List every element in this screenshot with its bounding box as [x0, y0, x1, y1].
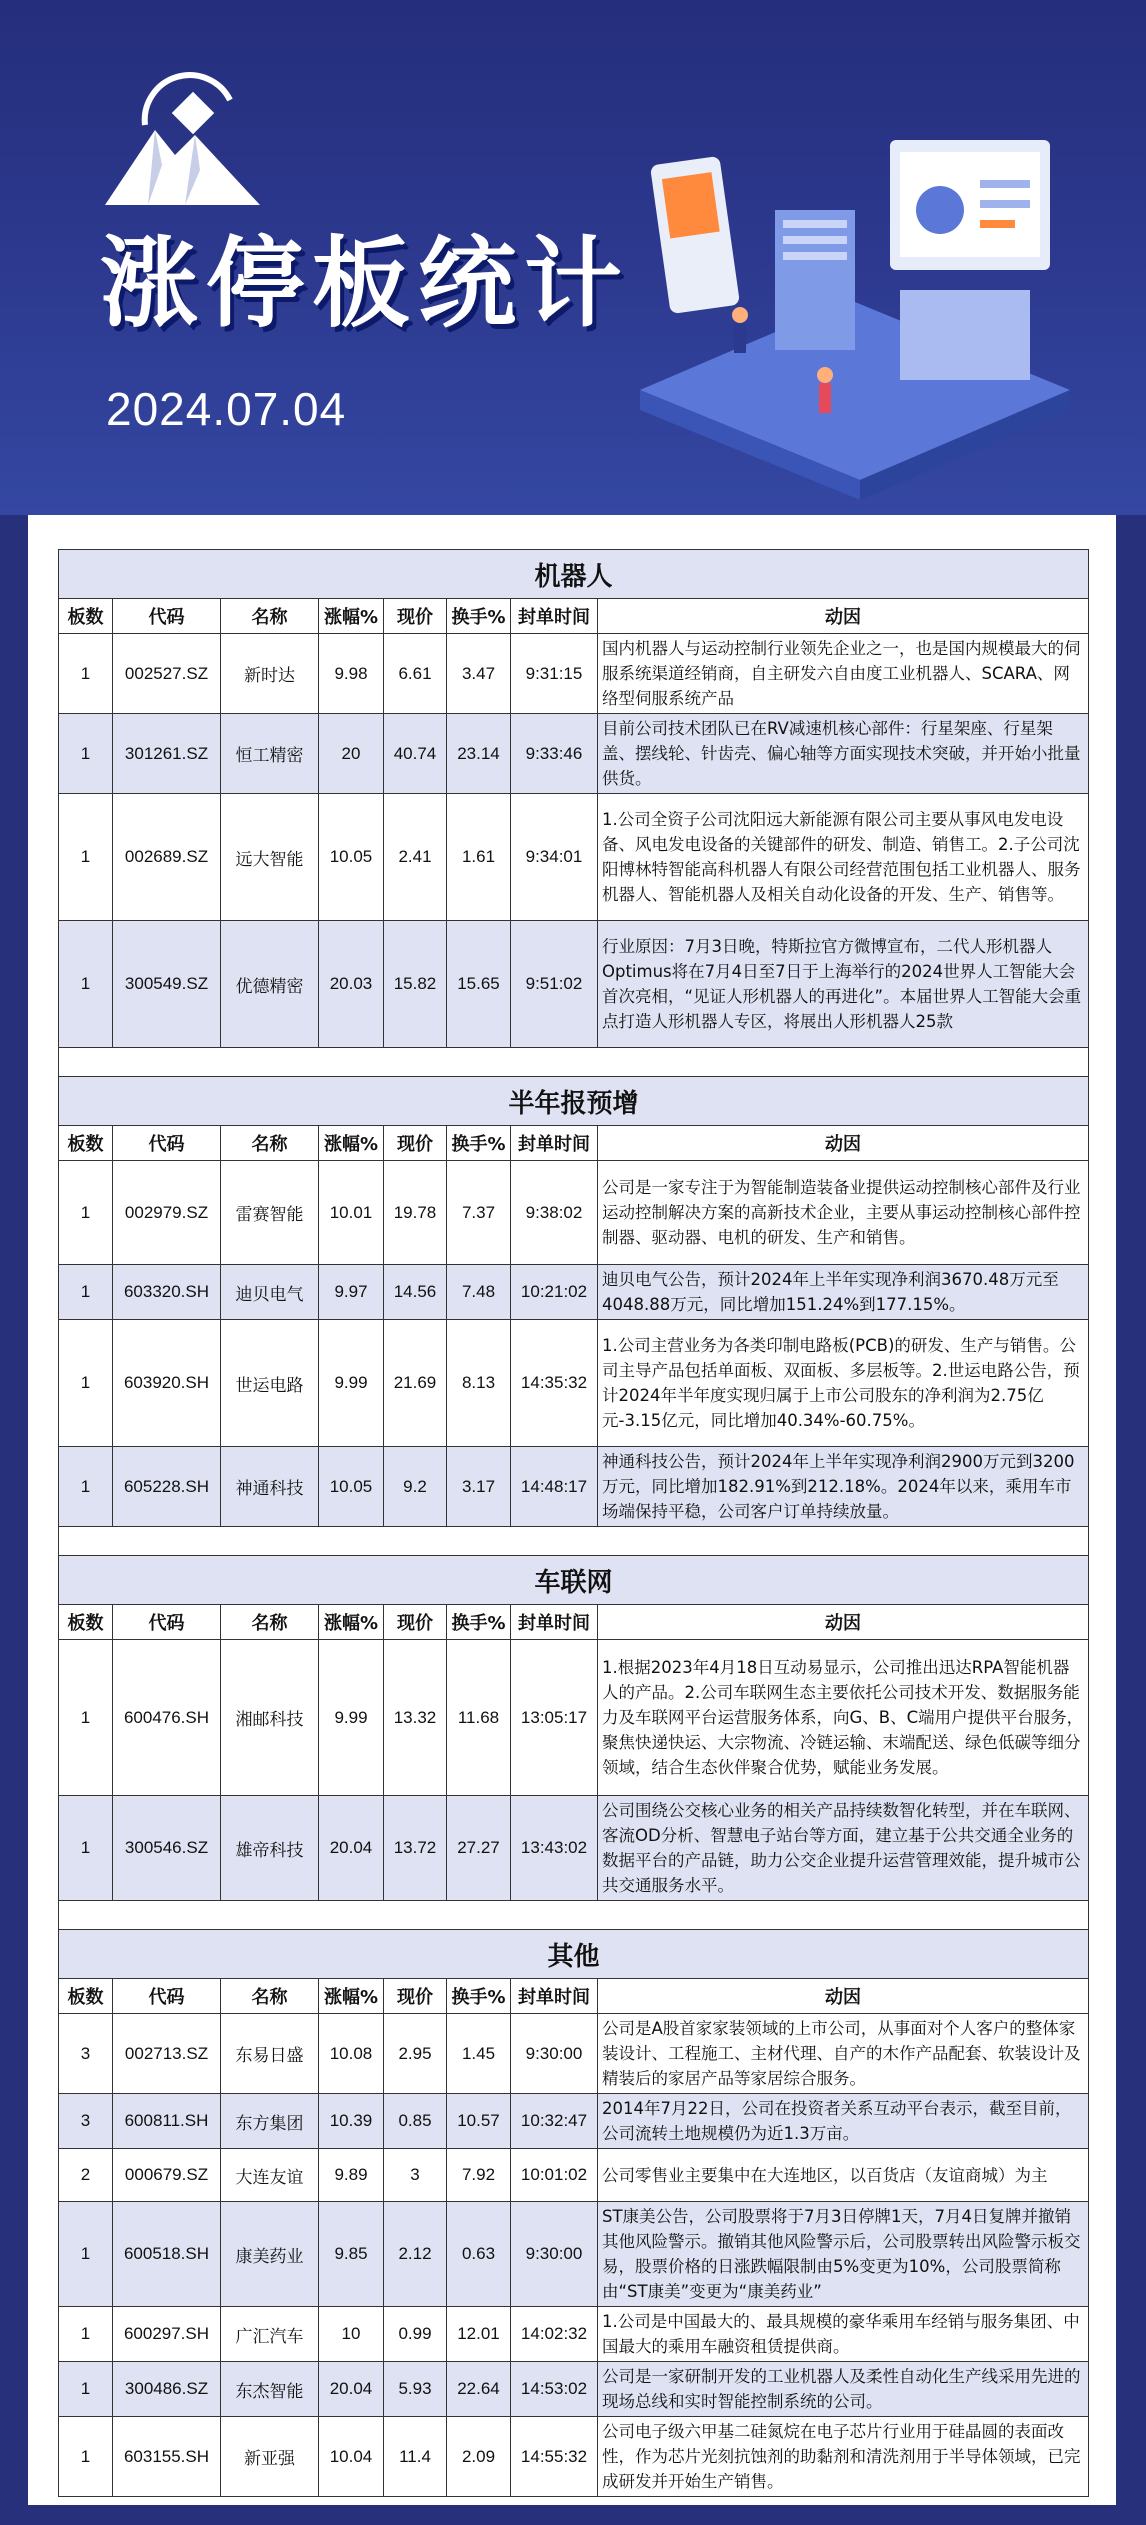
- name-cell: 世运电路: [221, 1320, 319, 1447]
- turnover-cell: 3.47: [447, 634, 511, 714]
- code-cell: 300546.SZ: [113, 1796, 221, 1901]
- reason-cell: 公司是一家专注于为智能制造装备业提供运动控制核心部件及行业运动控制解决方案的高新技术企业，主要从事运动控制核心部件控制器、驱动器、电机的研发、生产和销售。: [598, 1161, 1089, 1265]
- code-cell: 600476.SH: [113, 1640, 221, 1796]
- column-header: 现价: [384, 1605, 447, 1640]
- boards-cell: 1: [59, 1265, 113, 1320]
- table-row: [59, 1640, 1089, 1796]
- time-cell: 13:43:02: [511, 1796, 598, 1901]
- change-cell: 9.99: [319, 1640, 384, 1796]
- turnover-cell: 3.17: [447, 1447, 511, 1527]
- price-cell: 9.2: [384, 1447, 447, 1527]
- boards-cell: 2: [59, 2149, 113, 2202]
- turnover-cell: 8.13: [447, 1320, 511, 1447]
- reason-cell: 公司零售业主要集中在大连地区，以百货店（友谊商城）为主: [598, 2149, 1089, 2202]
- turnover-cell: 1.61: [447, 794, 511, 921]
- code-cell: 600811.SH: [113, 2094, 221, 2149]
- turnover-cell: 7.92: [447, 2149, 511, 2202]
- table-row: [59, 2094, 1089, 2149]
- change-cell: 10.01: [319, 1161, 384, 1265]
- column-header: 动因: [598, 599, 1089, 634]
- column-header: 板数: [59, 1126, 113, 1161]
- price-cell: 2.95: [384, 2014, 447, 2094]
- reason-cell: 1.根据2023年4月18日互动易显示，公司推出迅达RPA智能机器人的产品。2.公司车联网生态主要依托公司技术开发、数据服务能力及车联网平台运营服务体系，向G、B、C端用户提供平台服务，聚焦快递快运、大宗物流、冷链运输、末端配送、绿色低碳等细分领域，结合生态伙伴聚合优势，赋能业务发展。: [598, 1640, 1089, 1796]
- change-cell: 20.04: [319, 2362, 384, 2417]
- table-row: [59, 2417, 1089, 2497]
- table-row: [59, 1447, 1089, 1527]
- time-cell: 10:01:02: [511, 2149, 598, 2202]
- name-cell: 大连友谊: [221, 2149, 319, 2202]
- table-row: [59, 794, 1089, 921]
- boards-cell: 1: [59, 634, 113, 714]
- column-header-row: [59, 1605, 1089, 1640]
- time-cell: 14:53:02: [511, 2362, 598, 2417]
- change-cell: 10.08: [319, 2014, 384, 2094]
- reason-cell: 目前公司技术团队已在RV减速机核心部件：行星架座、行星架盖、摆线轮、针齿壳、偏心轴等方面实现技术突破，并开始小批量供货。: [598, 714, 1089, 794]
- code-cell: 603155.SH: [113, 2417, 221, 2497]
- name-cell: 迪贝电气: [221, 1265, 319, 1320]
- code-cell: 600297.SH: [113, 2307, 221, 2362]
- report-date: 2024.07.04: [106, 383, 347, 435]
- reason-cell: 迪贝电气公告，预计2024年上半年实现净利润3670.48万元至4048.88万元，同比增加151.24%到177.15%。: [598, 1265, 1089, 1320]
- boards-cell: 1: [59, 794, 113, 921]
- column-header: 换手%: [447, 1979, 511, 2014]
- column-header: 代码: [113, 1605, 221, 1640]
- code-cell: 002689.SZ: [113, 794, 221, 921]
- reason-cell: ST康美公告，公司股票将于7月3日停牌1天，7月4日复牌并撤销其他风险警示。撤销其他风险警示后，公司股票转出风险警示板交易，股票价格的日涨跌幅限制由5%变更为10%，公司股票简称由“ST康美”变更为“康美药业”: [598, 2202, 1089, 2307]
- name-cell: 优德精密: [221, 921, 319, 1048]
- turnover-cell: 7.48: [447, 1265, 511, 1320]
- name-cell: 康美药业: [221, 2202, 319, 2307]
- boards-cell: 3: [59, 2094, 113, 2149]
- price-cell: 11.4: [384, 2417, 447, 2497]
- price-cell: 13.32: [384, 1640, 447, 1796]
- column-header: 封单时间: [511, 599, 598, 634]
- change-cell: 9.97: [319, 1265, 384, 1320]
- reason-cell: 国内机器人与运动控制行业领先企业之一，也是国内规模最大的伺服系统渠道经销商，自主研发六自由度工业机器人、SCARA、网络型伺服系统产品: [598, 634, 1089, 714]
- column-header: 换手%: [447, 1126, 511, 1161]
- column-header: 换手%: [447, 1605, 511, 1640]
- column-header: 涨幅%: [319, 599, 384, 634]
- section-title: 其他: [59, 1930, 1089, 1979]
- section-title-row: [59, 1930, 1089, 1979]
- column-header: 封单时间: [511, 1605, 598, 1640]
- time-cell: 9:34:01: [511, 794, 598, 921]
- name-cell: 东方集团: [221, 2094, 319, 2149]
- change-cell: 9.98: [319, 634, 384, 714]
- price-cell: 19.78: [384, 1161, 447, 1265]
- reason-cell: 1.公司主营业务为各类印制电路板(PCB)的研发、生产与销售。公司主导产品包括单面板、双面板、多层板等。2.世运电路公告，预计2024年半年度实现归属于上市公司股东的净利润为2.75亿元-3.15亿元，同比增加40.34%-60.75%。: [598, 1320, 1089, 1447]
- column-header: 动因: [598, 1979, 1089, 2014]
- reason-cell: 公司围绕公交核心业务的相关产品持续数智化转型，并在车联网、客流OD分析、智慧电子站台等方面，建立基于公共交通全业务的数据平台的产品链，助力公交企业提升运营管理效能，提升城市公共交通服务水平。: [598, 1796, 1089, 1901]
- table-row: [59, 2202, 1089, 2307]
- price-cell: 0.85: [384, 2094, 447, 2149]
- change-cell: 20: [319, 714, 384, 794]
- table-row: [59, 2307, 1089, 2362]
- table-row: [59, 921, 1089, 1048]
- section-title-row: [59, 550, 1089, 599]
- boards-cell: 1: [59, 1320, 113, 1447]
- code-cell: 300549.SZ: [113, 921, 221, 1048]
- change-cell: 10.04: [319, 2417, 384, 2497]
- code-cell: 603920.SH: [113, 1320, 221, 1447]
- turnover-cell: 23.14: [447, 714, 511, 794]
- reason-cell: 行业原因：7月3日晚，特斯拉官方微博宣布，二代人形机器人Optimus将在7月4日至7日于上海举行的2024世界人工智能大会首次亮相，“见证人形机器人的再进化”。本届世界人工智能大会重点打造人形机器人专区，将展出人形机器人25款: [598, 921, 1089, 1048]
- column-header: 板数: [59, 1979, 113, 2014]
- name-cell: 新时达: [221, 634, 319, 714]
- turnover-cell: 27.27: [447, 1796, 511, 1901]
- column-header: 现价: [384, 1979, 447, 2014]
- column-header: 代码: [113, 599, 221, 634]
- price-cell: 0.99: [384, 2307, 447, 2362]
- name-cell: 雷赛智能: [221, 1161, 319, 1265]
- change-cell: 20.04: [319, 1796, 384, 1901]
- boards-cell: 1: [59, 714, 113, 794]
- boards-cell: 3: [59, 2014, 113, 2094]
- turnover-cell: 2.09: [447, 2417, 511, 2497]
- column-header: 涨幅%: [319, 1605, 384, 1640]
- price-cell: 5.93: [384, 2362, 447, 2417]
- time-cell: 14:35:32: [511, 1320, 598, 1447]
- column-header: 板数: [59, 1605, 113, 1640]
- name-cell: 神通科技: [221, 1447, 319, 1527]
- reason-cell: 2014年7月22日，公司在投资者关系互动平台表示，截至目前，公司流转土地规模仍为近1.3万亩。: [598, 2094, 1089, 2149]
- table-row: [59, 2149, 1089, 2202]
- code-cell: 605228.SH: [113, 1447, 221, 1527]
- column-header: 代码: [113, 1979, 221, 2014]
- boards-cell: 1: [59, 2202, 113, 2307]
- turnover-cell: 15.65: [447, 921, 511, 1048]
- change-cell: 10: [319, 2307, 384, 2362]
- name-cell: 恒工精密: [221, 714, 319, 794]
- table-row: [59, 634, 1089, 714]
- time-cell: 9:30:00: [511, 2014, 598, 2094]
- name-cell: 新亚强: [221, 2417, 319, 2497]
- section-title: 机器人: [59, 550, 1089, 599]
- time-cell: 14:55:32: [511, 2417, 598, 2497]
- time-cell: 9:51:02: [511, 921, 598, 1048]
- code-cell: 301261.SZ: [113, 714, 221, 794]
- price-cell: 14.56: [384, 1265, 447, 1320]
- column-header: 名称: [221, 1605, 319, 1640]
- price-cell: 2.41: [384, 794, 447, 921]
- price-cell: 6.61: [384, 634, 447, 714]
- time-cell: 14:48:17: [511, 1447, 598, 1527]
- mountain-diamond-logo: [100, 70, 270, 210]
- change-cell: 10.39: [319, 2094, 384, 2149]
- reason-cell: 1.公司是中国最大的、最具规模的豪华乘用车经销与服务集团、中国最大的乘用车融资租赁提供商。: [598, 2307, 1089, 2362]
- limit-up-table: [58, 549, 1089, 2497]
- header-banner: [0, 0, 1146, 515]
- section-gap: [59, 1048, 1089, 1077]
- boards-cell: 1: [59, 1640, 113, 1796]
- time-cell: 10:32:47: [511, 2094, 598, 2149]
- name-cell: 雄帝科技: [221, 1796, 319, 1901]
- change-cell: 10.05: [319, 1447, 384, 1527]
- time-cell: 14:02:32: [511, 2307, 598, 2362]
- change-cell: 20.03: [319, 921, 384, 1048]
- section-title-row: [59, 1077, 1089, 1126]
- table-row: [59, 1320, 1089, 1447]
- column-header: 动因: [598, 1126, 1089, 1161]
- name-cell: 广汇汽车: [221, 2307, 319, 2362]
- time-cell: 9:30:00: [511, 2202, 598, 2307]
- column-header: 现价: [384, 599, 447, 634]
- price-cell: 2.12: [384, 2202, 447, 2307]
- name-cell: 东杰智能: [221, 2362, 319, 2417]
- boards-cell: 1: [59, 1161, 113, 1265]
- table-row: [59, 2014, 1089, 2094]
- code-cell: 002713.SZ: [113, 2014, 221, 2094]
- table-row: [59, 1265, 1089, 1320]
- boards-cell: 1: [59, 2417, 113, 2497]
- reason-cell: 公司电子级六甲基二硅氮烷在电子芯片行业用于硅晶圆的表面改性，作为芯片光刻抗蚀剂的助黏剂和清洗剂用于半导体领域，已完成研发并开始生产销售。: [598, 2417, 1089, 2497]
- column-header-row: [59, 1126, 1089, 1161]
- data-platform-illustration: [600, 140, 1100, 500]
- boards-cell: 1: [59, 1796, 113, 1901]
- code-cell: 002527.SZ: [113, 634, 221, 714]
- price-cell: 15.82: [384, 921, 447, 1048]
- turnover-cell: 11.68: [447, 1640, 511, 1796]
- boards-cell: 1: [59, 2362, 113, 2417]
- section-title: 车联网: [59, 1556, 1089, 1605]
- turnover-cell: 10.57: [447, 2094, 511, 2149]
- price-cell: 3: [384, 2149, 447, 2202]
- column-header: 动因: [598, 1605, 1089, 1640]
- price-cell: 40.74: [384, 714, 447, 794]
- code-cell: 000679.SZ: [113, 2149, 221, 2202]
- section-title-row: [59, 1556, 1089, 1605]
- table-row: [59, 714, 1089, 794]
- stock-tables: [58, 549, 1088, 2497]
- column-header: 名称: [221, 1126, 319, 1161]
- column-header-row: [59, 1979, 1089, 2014]
- name-cell: 远大智能: [221, 794, 319, 921]
- turnover-cell: 7.37: [447, 1161, 511, 1265]
- column-header: 板数: [59, 599, 113, 634]
- boards-cell: 1: [59, 1447, 113, 1527]
- column-header: 现价: [384, 1126, 447, 1161]
- turnover-cell: 12.01: [447, 2307, 511, 2362]
- column-header: 涨幅%: [319, 1126, 384, 1161]
- table-row: [59, 1796, 1089, 1901]
- reason-cell: 神通科技公告，预计2024年上半年实现净利润2900万元到3200万元，同比增加182.91%到212.18%。2024年以来，乘用车市场端保持平稳，公司客户订单持续放量。: [598, 1447, 1089, 1527]
- column-header: 封单时间: [511, 1979, 598, 2014]
- time-cell: 9:31:15: [511, 634, 598, 714]
- turnover-cell: 22.64: [447, 2362, 511, 2417]
- reason-cell: 1.公司全资子公司沈阳远大新能源有限公司主要从事风电发电设备、风电发电设备的关键部件的研发、制造、销售工。2.子公司沈阳博林特智能高科机器人有限公司经营范围包括工业机器人、服务机器人、智能机器人及相关自动化设备的开发、生产、销售等。: [598, 794, 1089, 921]
- column-header: 名称: [221, 1979, 319, 2014]
- turnover-cell: 1.45: [447, 2014, 511, 2094]
- time-cell: 10:21:02: [511, 1265, 598, 1320]
- content-card: [28, 515, 1116, 2505]
- column-header: 涨幅%: [319, 1979, 384, 2014]
- table-row: [59, 1161, 1089, 1265]
- column-header-row: [59, 599, 1089, 634]
- code-cell: 600518.SH: [113, 2202, 221, 2307]
- reason-cell: 公司是一家研制开发的工业机器人及柔性自动化生产线采用先进的现场总线和实时智能控制系统的公司。: [598, 2362, 1089, 2417]
- section-title: 半年报预增: [59, 1077, 1089, 1126]
- column-header: 名称: [221, 599, 319, 634]
- price-cell: 21.69: [384, 1320, 447, 1447]
- code-cell: 603320.SH: [113, 1265, 221, 1320]
- column-header: 封单时间: [511, 1126, 598, 1161]
- change-cell: 9.99: [319, 1320, 384, 1447]
- time-cell: 13:05:17: [511, 1640, 598, 1796]
- table-row: [59, 2362, 1089, 2417]
- name-cell: 东易日盛: [221, 2014, 319, 2094]
- page-title: 涨停板统计: [100, 227, 631, 341]
- code-cell: 002979.SZ: [113, 1161, 221, 1265]
- time-cell: 9:33:46: [511, 714, 598, 794]
- boards-cell: 1: [59, 921, 113, 1048]
- turnover-cell: 0.63: [447, 2202, 511, 2307]
- section-gap: [59, 1527, 1089, 1556]
- name-cell: 湘邮科技: [221, 1640, 319, 1796]
- reason-cell: 公司是A股首家家装领域的上市公司，从事面对个人客户的整体家装设计、工程施工、主材代理、自产的木作产品配套、软装设计及精装后的家居产品等家居综合服务。: [598, 2014, 1089, 2094]
- code-cell: 300486.SZ: [113, 2362, 221, 2417]
- change-cell: 10.05: [319, 794, 384, 921]
- change-cell: 9.85: [319, 2202, 384, 2307]
- column-header: 换手%: [447, 599, 511, 634]
- column-header: 代码: [113, 1126, 221, 1161]
- price-cell: 13.72: [384, 1796, 447, 1901]
- section-gap: [59, 1901, 1089, 1930]
- time-cell: 9:38:02: [511, 1161, 598, 1265]
- boards-cell: 1: [59, 2307, 113, 2362]
- change-cell: 9.89: [319, 2149, 384, 2202]
